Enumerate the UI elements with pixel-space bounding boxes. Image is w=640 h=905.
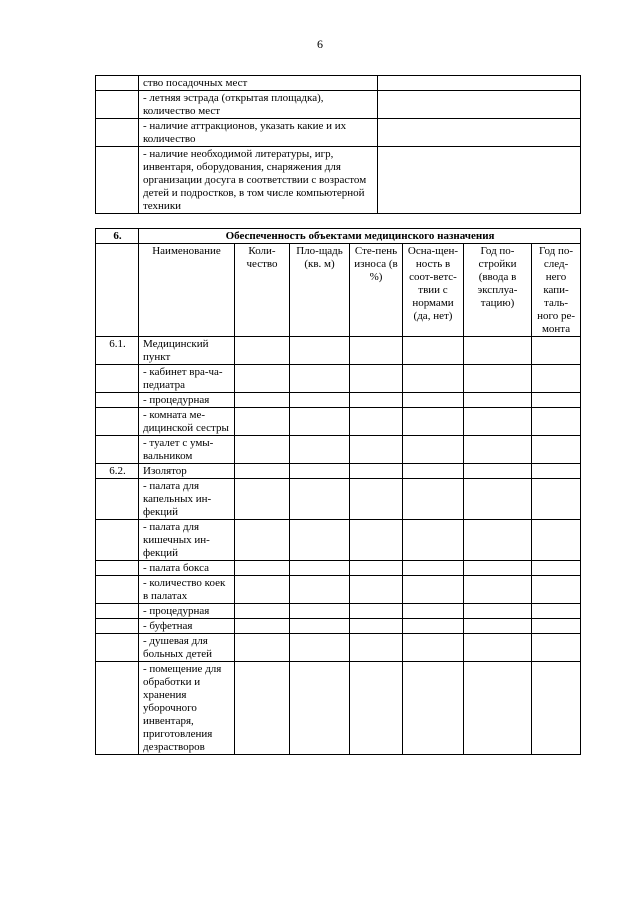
row-name: - процедурная (139, 393, 235, 408)
row-name: - комната ме-дицинской сестры (139, 408, 235, 436)
empty-cell (235, 662, 290, 755)
row-number (96, 634, 139, 662)
empty-cell (403, 634, 464, 662)
empty-cell (350, 337, 403, 365)
empty-cell (290, 561, 350, 576)
table-row (96, 147, 581, 214)
empty-cell (532, 393, 581, 408)
empty-cell (532, 634, 581, 662)
row-label: - наличие необходимой литературы, игр, инвентаря, оборудования, снаряжения для организации досуга в соответствии с возрастом детей и подростков, в том числе компьютерной техники (139, 147, 378, 214)
empty-cell (532, 576, 581, 604)
empty-cell (532, 337, 581, 365)
row-number (96, 520, 139, 561)
empty-cell (235, 576, 290, 604)
table-row (96, 91, 581, 119)
empty-cell (235, 619, 290, 634)
empty-cell (235, 634, 290, 662)
column-header-row (96, 244, 581, 337)
row-number (96, 604, 139, 619)
table-row (96, 119, 581, 147)
column-header: Пло-щадь (кв. м) (290, 244, 350, 337)
row-number (96, 479, 139, 520)
empty-cell (403, 604, 464, 619)
empty-cell (532, 464, 581, 479)
empty-cell (464, 436, 532, 464)
row-number: 6.1. (96, 337, 139, 365)
empty-cell (350, 634, 403, 662)
row-number (96, 619, 139, 634)
empty-cell (235, 365, 290, 393)
row-name: - помещение для обработки и хранения уборочного инвентаря, приготовления дезрастворов (139, 662, 235, 755)
empty-cell (235, 464, 290, 479)
empty-cell (403, 393, 464, 408)
empty-cell (403, 619, 464, 634)
empty-cell (235, 520, 290, 561)
row-name: - кабинет вра-ча-педиатра (139, 365, 235, 393)
empty-cell (464, 561, 532, 576)
row-name: - туалет с умы-вальником (139, 436, 235, 464)
row-label: ство посадочных мест (139, 76, 378, 91)
row-number (96, 561, 139, 576)
row-number (96, 436, 139, 464)
empty-cell (290, 408, 350, 436)
row-name: - палата бокса (139, 561, 235, 576)
row-name: Изолятор (139, 464, 235, 479)
empty-cell (464, 365, 532, 393)
table-row (96, 479, 581, 520)
empty-cell (464, 408, 532, 436)
empty-cell (350, 393, 403, 408)
row-number (96, 365, 139, 393)
row-name: Медицинский пункт (139, 337, 235, 365)
empty-cell (532, 436, 581, 464)
empty-cell (290, 365, 350, 393)
empty-cell (464, 520, 532, 561)
empty-cell (235, 408, 290, 436)
empty-cell (464, 337, 532, 365)
empty-cell (464, 464, 532, 479)
empty-cell (290, 634, 350, 662)
empty-cell (235, 436, 290, 464)
section-title: Обеспеченность объектами медицинского назначения (139, 229, 581, 244)
empty-cell (350, 619, 403, 634)
empty-cell (350, 365, 403, 393)
empty-cell (235, 561, 290, 576)
section-header-row (96, 229, 581, 244)
empty-cell (290, 393, 350, 408)
empty-cell (532, 561, 581, 576)
medical-facilities-table (95, 228, 581, 755)
empty-cell (403, 436, 464, 464)
row-name: - палата для капельных ин-фекций (139, 479, 235, 520)
empty-cell (290, 436, 350, 464)
table-row (96, 393, 581, 408)
empty-cell (403, 576, 464, 604)
empty-cell (350, 561, 403, 576)
column-header: Осна-щен-ность в соот-ветс-твии с нормами (да, нет) (403, 244, 464, 337)
empty-cell (350, 576, 403, 604)
table-row (96, 436, 581, 464)
column-header: Год по-след-него капи-таль-ного ре-монта (532, 244, 581, 337)
row-name: - душевая для больных детей (139, 634, 235, 662)
empty-cell (290, 662, 350, 755)
empty-cell (403, 662, 464, 755)
page-number: 6 (317, 37, 323, 51)
empty-cell (350, 408, 403, 436)
empty-cell (532, 662, 581, 755)
empty-cell (290, 520, 350, 561)
table-row (96, 520, 581, 561)
row-number (96, 408, 139, 436)
row-number (96, 393, 139, 408)
empty-cell (350, 662, 403, 755)
empty-cell (290, 464, 350, 479)
empty-cell (290, 619, 350, 634)
empty-cell (532, 408, 581, 436)
column-header: Год по-стройки (ввода в эксплуа-тацию) (464, 244, 532, 337)
row-name: - количество коек в палатах (139, 576, 235, 604)
empty-cell (290, 576, 350, 604)
row-label: - летняя эстрада (открытая площадка), количество мест (139, 91, 378, 119)
column-header: Сте-пень износа (в %) (350, 244, 403, 337)
section-number: 6. (96, 229, 139, 244)
empty-cell (464, 576, 532, 604)
table-row (96, 365, 581, 393)
empty-cell (403, 408, 464, 436)
continuation-table (95, 75, 581, 214)
empty-cell (464, 479, 532, 520)
column-header: Коли-чество (235, 244, 290, 337)
empty-cell (403, 520, 464, 561)
row-number (96, 662, 139, 755)
row-number (96, 576, 139, 604)
empty-cell (235, 393, 290, 408)
empty-cell (464, 604, 532, 619)
empty-cell (403, 464, 464, 479)
empty-cell (403, 561, 464, 576)
table-row (96, 408, 581, 436)
row-name: - процедурная (139, 604, 235, 619)
table-row (96, 76, 581, 91)
table-row (96, 662, 581, 755)
empty-cell (350, 604, 403, 619)
empty-cell (403, 337, 464, 365)
row-name: - буфетная (139, 619, 235, 634)
empty-cell (464, 619, 532, 634)
empty-cell (350, 479, 403, 520)
empty-cell (350, 464, 403, 479)
table-row (96, 464, 581, 479)
row-label: - наличие аттракционов, указать какие и их количество (139, 119, 378, 147)
empty-cell (532, 604, 581, 619)
column-header: Наименование (139, 244, 235, 337)
empty-cell (532, 520, 581, 561)
table-row (96, 604, 581, 619)
empty-cell (464, 634, 532, 662)
table-row (96, 561, 581, 576)
empty-cell (235, 337, 290, 365)
empty-cell (532, 479, 581, 520)
empty-cell (290, 479, 350, 520)
table-row (96, 619, 581, 634)
empty-cell (235, 479, 290, 520)
empty-cell (235, 604, 290, 619)
row-number: 6.2. (96, 464, 139, 479)
empty-cell (403, 479, 464, 520)
empty-cell (532, 619, 581, 634)
empty-cell (290, 604, 350, 619)
empty-cell (350, 520, 403, 561)
table-row (96, 337, 581, 365)
table-row (96, 576, 581, 604)
empty-cell (290, 337, 350, 365)
empty-cell (464, 393, 532, 408)
empty-cell (350, 436, 403, 464)
empty-cell (464, 662, 532, 755)
row-name: - палата для кишечных ин-фекций (139, 520, 235, 561)
empty-cell (403, 365, 464, 393)
table-row (96, 634, 581, 662)
empty-cell (532, 365, 581, 393)
